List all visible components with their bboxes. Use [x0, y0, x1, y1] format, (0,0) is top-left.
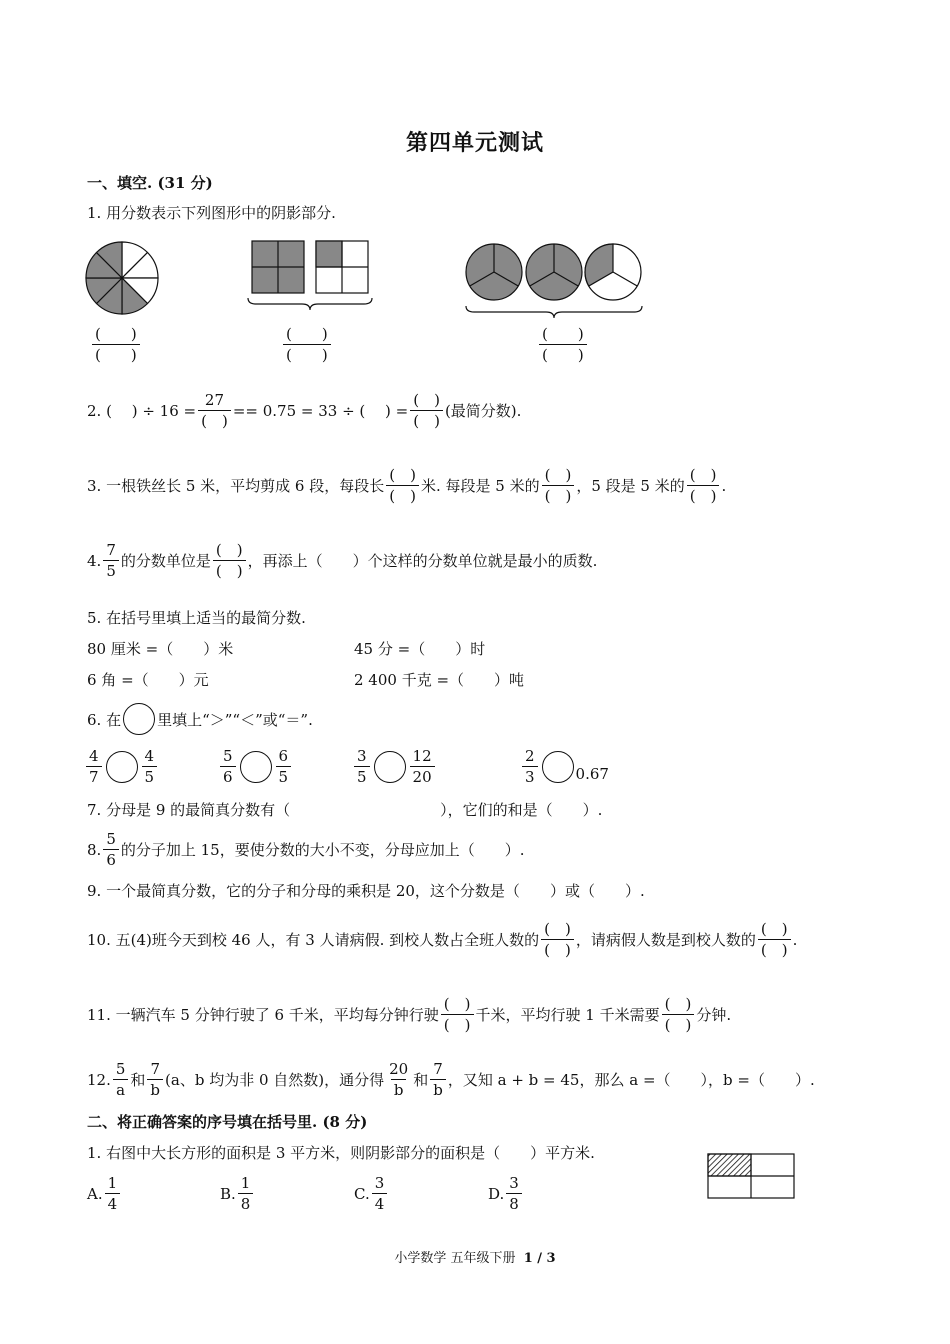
q5-item-c: 6 角 =（ ）元	[87, 671, 209, 689]
q11-line: 11. 一辆汽车 5 分钟行驶了 6 千米，平均每分钟行驶 $\frac{( )}{( )}$ 千米，平均行驶 1 千米需要 $\frac{( )}{( )}$ 分钟.	[87, 995, 732, 1034]
s2q1-text: 1. 右图中大长方形的面积是 3 平方米，则阴影部分的面积是（ ）平方米.	[87, 1144, 595, 1162]
q2-line: 2. ( ) ÷ 16 = $\frac{27}{( )}$ == 0.75 = 33 ÷ ( ) = $\frac{( )}{( )}$ (最简分数).	[87, 391, 522, 430]
compare-circle-1[interactable]	[106, 751, 138, 783]
q1-answer-1[interactable]: $\frac{( )}{( )}$	[90, 324, 142, 365]
q7-text: 7. 分母是 9 的最简真分数有（ ），它们的和是（ ）.	[87, 801, 603, 819]
s2q1-option-b[interactable]: B. $\frac{1}{8}$	[220, 1173, 255, 1214]
q11-blank-2[interactable]: $\frac{( )}{( )}$	[662, 994, 695, 1035]
q6-pair-1: $\frac{4}{7}$ $\frac{4}{5}$	[84, 746, 159, 787]
q1-squares	[244, 238, 378, 314]
q6-line: 6. 在 里填上“＞”“＜”或“＝”.	[87, 703, 313, 735]
q3-line: 3. 一根铁丝长 5 米，平均剪成 6 段，每段长 $\frac{( )}{( )}$ 米. 每段是 5 米的 $\frac{( )}{( )}$ ，5 段是 5 米的 $\frac{( )}{( )}$ .	[87, 466, 727, 505]
page-title: 第四单元测试	[405, 130, 544, 156]
q8-line: 8. $\frac{5}{6}$ 的分子加上 15，要使分数的大小不变，分母应加上（ ）.	[87, 830, 525, 869]
q6-pair-4: $\frac{2}{3}$ 0.67	[520, 746, 609, 787]
q3-blank-2[interactable]: $\frac{( )}{( )}$	[542, 465, 575, 506]
q1-answer-2[interactable]: $\frac{( )}{( )}$	[281, 324, 333, 365]
q1-answer-3[interactable]: $\frac{( )}{( )}$	[537, 324, 589, 365]
s2q1-option-c[interactable]: C. $\frac{3}{4}$	[354, 1173, 389, 1214]
q5-item-b: 45 分 =（ ）时	[354, 640, 486, 658]
q5-text: 5. 在括号里填上适当的最简分数.	[87, 609, 306, 627]
s2q1-option-a[interactable]: A. $\frac{1}{4}$	[87, 1173, 122, 1214]
q9-text: 9. 一个最简真分数，它的分子和分母的乘积是 20，这个分数是（ ）或（ ）.	[87, 882, 645, 900]
q1-three-circles	[460, 236, 650, 320]
q6-pair-3: $\frac{3}{5}$ $\frac{12}{20}$	[352, 746, 437, 787]
q1-circle-eighths	[80, 236, 164, 320]
s2q1-rectangle-figure	[706, 1152, 796, 1202]
q3-blank-1[interactable]: $\frac{( )}{( )}$	[386, 465, 419, 506]
q2-answer-fraction[interactable]: $\frac{( )}{( )}$	[410, 390, 443, 431]
compare-circle-2[interactable]	[240, 751, 272, 783]
q4-blank[interactable]: $\frac{( )}{( )}$	[213, 540, 246, 581]
q10-line: 10. 五(4)班今天到校 46 人，有 3 人请病假. 到校人数占全班人数的 $\frac{( )}{( )}$ ，请病假人数是到校人数的 $\frac{( )}{( )}$ .	[87, 920, 798, 959]
q6-pair-2: $\frac{5}{6}$ $\frac{6}{5}$	[218, 746, 293, 787]
q1-text: 1. 用分数表示下列图形中的阴影部分.	[87, 204, 336, 222]
q4-line: 4. $\frac{7}{5}$ 的分数单位是 $\frac{( )}{( )}$ ，再添上（ ）个这样的分数单位就是最小的质数.	[87, 541, 598, 580]
q11-blank-1[interactable]: $\frac{( )}{( )}$	[441, 994, 474, 1035]
section-1-heading: 一、填空. (31 分)	[87, 174, 213, 192]
q5-item-d: 2 400 千克 =（ ）吨	[354, 671, 525, 689]
page-footer: 小学数学 五年级下册 1 / 3	[394, 1251, 556, 1266]
compare-circle-icon	[123, 703, 155, 735]
section-2-heading: 二、将正确答案的序号填在括号里. (8 分)	[87, 1113, 368, 1131]
q10-blank-1[interactable]: $\frac{( )}{( )}$	[541, 919, 574, 960]
s2q1-option-d[interactable]: D. $\frac{3}{8}$	[488, 1173, 524, 1214]
compare-circle-3[interactable]	[374, 751, 406, 783]
q3-blank-3[interactable]: $\frac{( )}{( )}$	[687, 465, 720, 506]
q12-line: 12. $\frac{5}{a}$ 和 $\frac{7}{b}$ (a、b 均为非 0 自然数)，通分得 $\frac{20}{b}$ 和 $\frac{7}{b}$ ，又知 a + b = 45，那么 a =（ ），b =（ ）.	[87, 1060, 815, 1099]
q5-item-a: 80 厘米 =（ ）米	[87, 640, 234, 658]
q10-blank-2[interactable]: $\frac{( )}{( )}$	[758, 919, 791, 960]
compare-circle-4[interactable]	[542, 751, 574, 783]
